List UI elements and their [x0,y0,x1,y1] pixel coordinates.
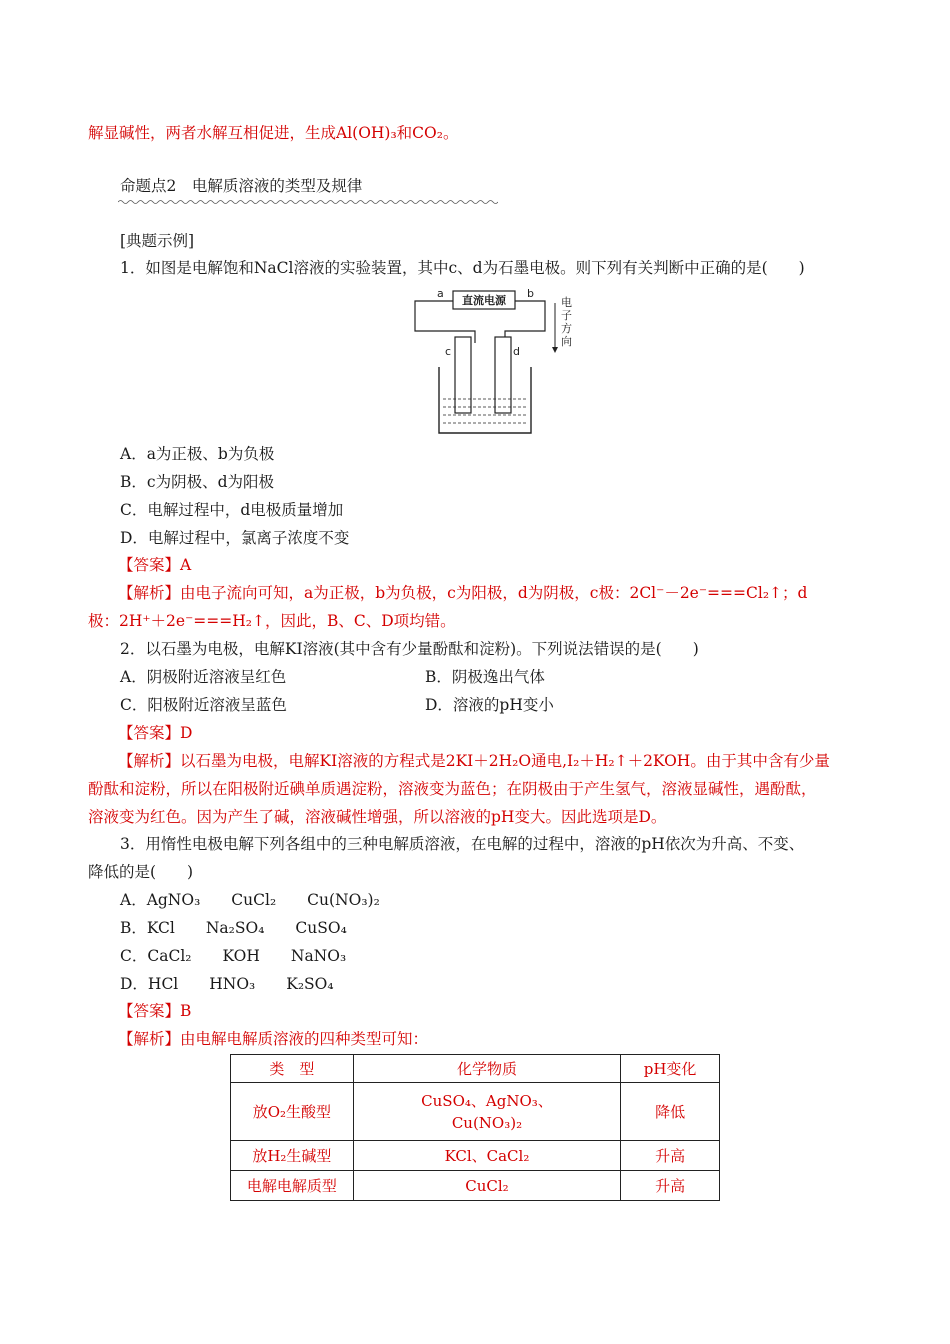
q1-option-d: D．电解过程中，氯离子浓度不变 [120,529,350,547]
q1-analysis-line-2: 极：2H⁺＋2e⁻===H₂↑，因此，B、C、D项均错。 [88,612,456,630]
q3-analysis-line-1: 【解析】由电解电解质溶液的四种类型可知： [118,1030,429,1048]
answer-tag: 【答案】 [118,556,181,574]
q3-option-d: D．HCl HNO₃ K₂SO₄ [120,975,334,993]
label-a: a [437,287,444,300]
answer-value: B [180,1002,192,1020]
q3-option-c: C．CaCl₂ KOH NaNO₃ [120,947,347,965]
analysis-tag: 【解析】 [118,584,181,602]
label-c: c [445,345,452,358]
electron-dir-1: 电 [561,296,572,309]
answer-tag: 【答案】 [118,1002,181,1020]
q3-stem-line-2: 降低的是( ) [88,863,194,881]
table-cell-substance: KCl、CaCl₂ [353,1141,620,1171]
q2-option-b: B．阴极逸出气体 [425,668,545,686]
q3-option-b: B．KCl Na₂SO₄ CuSO₄ [120,919,347,937]
answer-value: A [180,556,192,574]
q3-answer [118,1001,191,1021]
q2-option-d: D．溶液的pH变小 [425,696,554,714]
example-heading: [典题示例] [120,232,195,250]
table-row [231,1171,720,1201]
electrolysis-types-table [230,1054,720,1201]
table-cell-substance: CuSO₄、AgNO₃、 Cu(NO₃)₂ [353,1083,620,1141]
section-title: 命题点2 电解质溶液的类型及规律 [120,177,363,195]
answer-value: D [180,724,193,742]
q1-stem: 1．如图是电解饱和NaCl溶液的实验装置，其中c、d为石墨电极。则下列有关判断中正确的是( ) [120,259,805,277]
q1-answer [118,555,191,575]
electron-dir-4: 向 [561,335,572,348]
power-source-label: 直流电源 [462,294,506,307]
table-header-substance: 化学物质 [353,1055,620,1083]
electron-dir-3: 方 [561,322,572,335]
table-header-row [231,1055,720,1083]
answer-tag: 【答案】 [118,724,181,742]
q1-option-a: A．a为正极、b为负极 [120,445,275,463]
q3-stem-line-1: 3．用惰性电极电解下列各组中的三种电解质溶液，在电解的过程中，溶液的pH依次为升高、不变、 [120,835,805,853]
table-cell-type: 放O₂生酸型 [231,1083,354,1141]
table-row [231,1083,720,1141]
q2-option-a: A．阴极附近溶液呈红色 [120,668,287,686]
label-b: b [527,287,534,300]
q1-analysis-line-1: 【解析】由电子流向可知，a为正极，b为负极，c为阳极，d为阴极，c极：2Cl⁻－2e⁻===Cl₂↑；d [118,584,808,602]
table-cell-ph: 升高 [621,1141,720,1171]
table-cell-type: 放H₂生碱型 [231,1141,354,1171]
table-header-ph: pH变化 [621,1055,720,1083]
q2-answer [118,723,192,743]
table-row [231,1141,720,1171]
table-cell-type: 电解电解质型 [231,1171,354,1201]
wavy-underline [118,199,498,205]
q2-analysis-line-1: 【解析】以石墨为电极，电解KI溶液的方程式是2KI＋2H₂O通电,I₂＋H₂↑＋2KOH。由于其中含有少量 [118,752,830,770]
analysis-tag: 【解析】 [118,752,181,770]
q2-analysis-line-3: 溶液变为红色。因为产生了碱，溶液碱性增强，所以溶液的pH变大。因此选项是D。 [88,808,667,826]
intro-line: 解显碱性，两者水解互相促进，生成Al(OH)₃和CO₂。 [88,124,459,142]
table-cell-ph: 升高 [621,1171,720,1201]
q2-stem: 2．以石墨为电极，电解KI溶液(其中含有少量酚酞和淀粉)。下列说法错误的是( ) [120,640,699,658]
analysis-tag: 【解析】 [118,1030,181,1048]
electron-dir-2: 子 [561,309,572,322]
q2-option-c: C．阳极附近溶液呈蓝色 [120,696,287,714]
table-cell-ph: 降低 [621,1083,720,1141]
q2-analysis-line-2: 酚酞和淀粉，所以在阳极附近碘单质遇淀粉，溶液变为蓝色；在阴极由于产生氢气，溶液显碱性，遇酚酞， [88,780,817,798]
table-cell-substance: CuCl₂ [353,1171,620,1201]
q3-option-a: A．AgNO₃ CuCl₂ Cu(NO₃)₂ [120,891,380,909]
q1-option-c: C．电解过程中，d电极质量增加 [120,501,344,519]
table-header-type: 类 型 [231,1055,354,1083]
label-d: d [513,345,520,358]
q1-option-b: B．c为阴极、d为阳极 [120,473,274,491]
electrolysis-apparatus-diagram [405,281,585,441]
